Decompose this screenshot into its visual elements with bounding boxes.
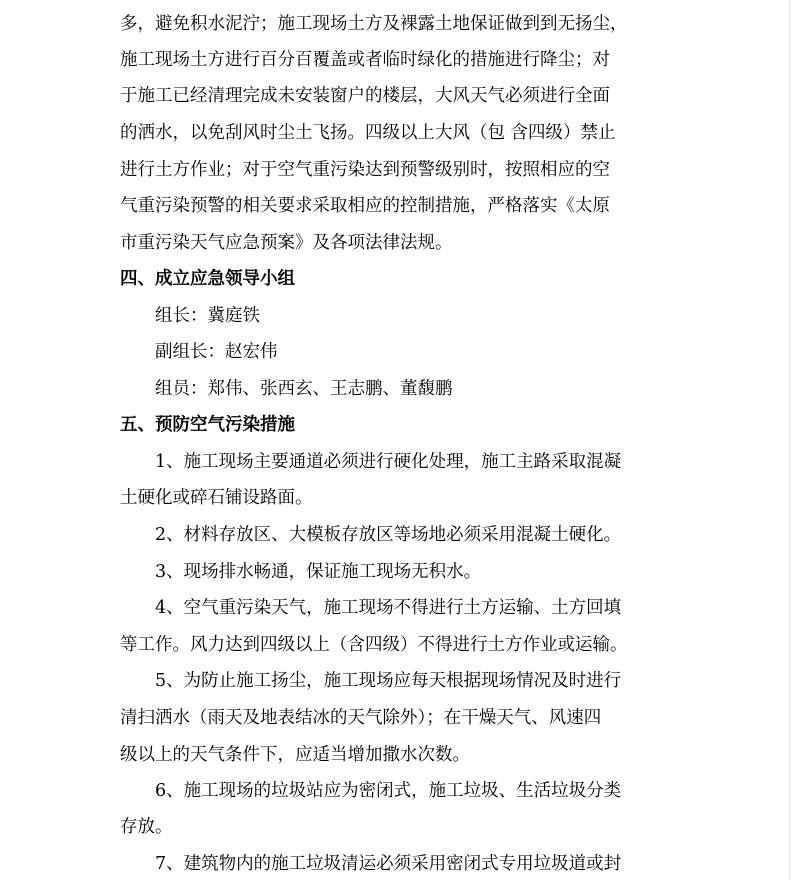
body-line: 存放。 — [120, 817, 173, 837]
leader-line: 组长：冀庭铁 — [155, 306, 260, 326]
body-line: 进行土方作业；对于空气重污染达到预警级别时，按照相应的空 — [120, 160, 610, 180]
list-item-line: 3、现场排水畅通，保证施工现场无积水。 — [155, 562, 482, 582]
list-item-line: 4、空气重污染天气，施工现场不得进行土方运输、土方回填 — [155, 598, 622, 618]
body-line: 施工现场土方进行百分百覆盖或者临时绿化的措施进行降尘；对 — [120, 50, 610, 70]
body-line: 的洒水，以免刮风时尘土飞扬。四级以上大风（包 含四级）禁止 — [120, 123, 616, 143]
list-item-line: 2、材料存放区、大模板存放区等场地必须采用混凝土硬化。 — [155, 525, 622, 545]
section-heading: 五、预防空气污染措施 — [120, 415, 295, 435]
section-heading: 四、成立应急领导小组 — [120, 269, 295, 289]
body-line: 于施工已经清理完成未安装窗户的楼层，大风天气必须进行全面 — [120, 86, 610, 106]
members-line: 组员：郑伟、张西玄、王志鹏、董馥鹏 — [155, 379, 453, 399]
body-line: 级以上的天气条件下，应适当增加撒水次数。 — [120, 745, 470, 765]
body-line: 多，避免积水泥泞；施工现场土方及裸露土地保证做到到无扬尘， — [120, 14, 628, 34]
list-item-line: 1、施工现场主要通道必须进行硬化处理，施工主路采取混凝 — [155, 452, 622, 472]
body-line: 等工作。风力达到四级以上（含四级）不得进行土方作业或运输。 — [120, 635, 628, 655]
list-item-line: 7、建筑物内的施工垃圾清运必须采用密闭式专用垃圾道或封 — [155, 854, 622, 874]
page-edge-rule — [789, 0, 790, 880]
list-item-line: 5、为防止施工扬尘，施工现场应每天根据现场情况及时进行 — [155, 671, 622, 691]
body-line: 市重污染天气应急预案》及各项法律法规。 — [120, 233, 453, 253]
body-line: 清扫洒水（雨天及地表结冰的天气除外）；在干燥天气、风速四 — [120, 708, 602, 728]
body-line: 土硬化或碎石铺设路面。 — [120, 488, 313, 508]
body-line: 气重污染预警的相关要求采取相应的控制措施，严格落实《太原 — [120, 196, 610, 216]
list-item-line: 6、施工现场的垃圾站应为密闭式，施工垃圾、生活垃圾分类 — [155, 781, 622, 801]
deputy-leader-line: 副组长：赵宏伟 — [155, 342, 278, 362]
